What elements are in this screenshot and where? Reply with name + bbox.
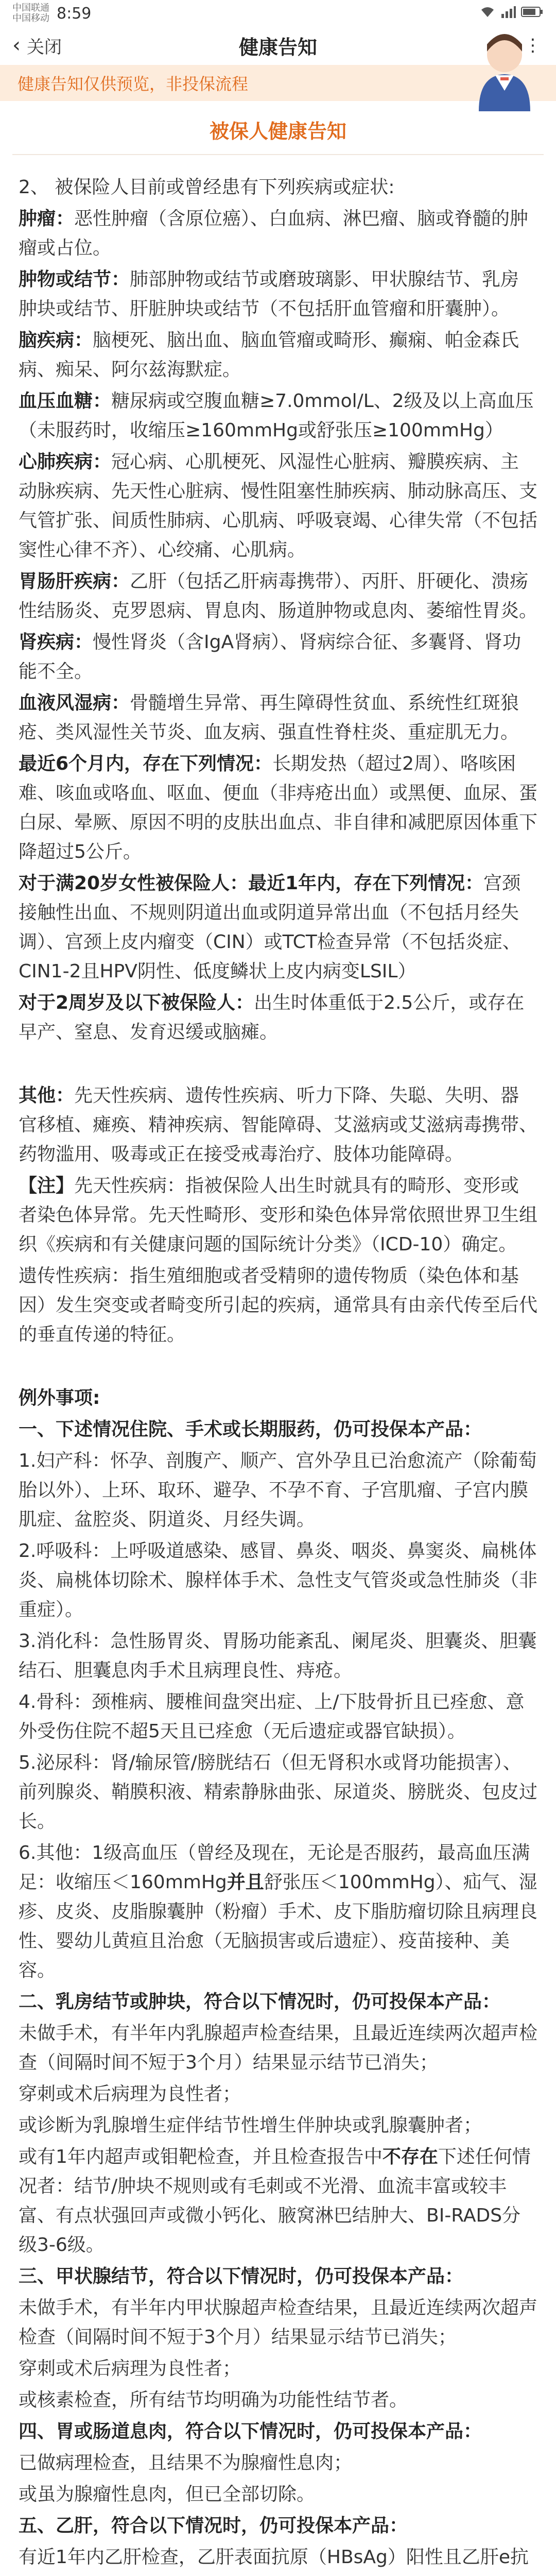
- status-time: 8:59: [57, 4, 92, 23]
- item-heart-lung: [19, 447, 537, 565]
- section-title: 被保人健康告知: [12, 115, 544, 155]
- exception-2-heading: 二、乳房结节或肿块，符合以下情况时，仍可投保本产品：: [19, 1991, 501, 2012]
- item-digestive-label: 胃肠肝疾病：: [19, 571, 130, 592]
- exception-other-text-2: 舒张压＜100mmHg）、疝气、湿疹、皮炎、皮脂腺囊肿（粉瘤）手术、皮下脂肪瘤切除且病理良性、婴幼儿黄疸且治愈（无脑损害或后遗症）、疫苗接种、美容。: [19, 1872, 538, 1981]
- close-button[interactable]: 关闭: [27, 37, 62, 58]
- spacer: [19, 1351, 537, 1383]
- exception-other-emphasis: 并且: [227, 1872, 264, 1893]
- notice-banner-text: 健康告知仅供预览，非投保流程: [18, 74, 249, 94]
- exception-4-heading: 四、胃或肠道息肉，符合以下情况时，仍可投保本产品：: [19, 2421, 482, 2442]
- item-heart-lung-text: 冠心病、心肌梗死、风湿性心脏病、瓣膜疾病、主动脉疾病、先天性心脏病、慢性阻塞性肺疾病、肺动脉高压、支气管扩张、间质性肺病、心肌病、呼吸衰竭、心律失常（不包括窦性心律不齐）、心绞痛、心肌病。: [19, 451, 538, 561]
- item-kidney-text: 慢性肾炎（含IgA肾病）、肾病综合征、多囊肾、肾功能不全。: [19, 632, 522, 682]
- note-congenital-text: 先天性疾病：指被保险人出生时就具有的畸形、变形或者染色体异常。先天性畸形、变形和染色体异常依照世界卫生组织《疾病和有关健康问题的国际统计分类》（ICD-10）确定。: [19, 1175, 538, 1255]
- item-other: [19, 1081, 537, 1169]
- item-brain-text: 脑梗死、脑出血、脑血管瘤或畸形、癫痫、帕金森氏病、痴呆、阿尔兹海默症。: [19, 330, 519, 380]
- carrier-info: [12, 3, 49, 24]
- exception-obstetrics: 1.妇产科：怀孕、剖腹产、顺产、宫外孕且已治愈流产（除葡萄胎以外）、上环、取环、避孕、不孕不育、子宫肌瘤、子宫内膜肌症、盆腔炎、阴道炎、月经失调。: [19, 1450, 537, 1530]
- item-infant-label: 对于2周岁及以下被保险人：: [19, 992, 254, 1013]
- polyp-condition-1: 已做病理检查，且结果不为腺瘤性息肉；: [19, 2452, 353, 2473]
- carrier-line-1: 中国联通: [12, 3, 49, 13]
- status-left: [12, 3, 91, 24]
- customer-service-illustration-icon: [463, 24, 546, 111]
- thyroid-condition-2: 穿刺或术后病理为良性者；: [19, 2358, 241, 2379]
- item-blood-rheum: [19, 688, 537, 747]
- item-recent-6-months-text: 长期发热（超过2周）、咯咳困难、咳血或咯血、呕血、便血（非痔疮出血）或黑便、血尿、蛋白尿、晕厥、原因不明的皮肤出血点、非自律和减肥原因体重下降超过5公斤。: [19, 753, 538, 862]
- polyp-condition-2: 或虽为腺瘤性息肉，但已全部切除。: [19, 2484, 316, 2505]
- hepatitis-condition: 有近1年内乙肝检查，乙肝表面抗原（HBsAg）阳性且乙肝e抗: [19, 2547, 529, 2568]
- thyroid-condition-3: 或核素检查，所有结节均明确为功能性结节者。: [19, 2389, 408, 2411]
- item-blood-rheum-label: 血液风湿病：: [19, 692, 130, 714]
- back-arrow-icon[interactable]: ‹: [12, 33, 21, 57]
- item-brain-label: 脑疾病：: [19, 330, 93, 351]
- status-bar: [0, 0, 556, 27]
- exception-urology: 5.泌尿科：肾/输尿管/膀胱结石（但无肾积水或肾功能损害）、前列腺炎、鞘膜积液、精索静脉曲张、尿道炎、膀胱炎、包皮过长。: [19, 1752, 538, 1832]
- breast-condition-2: 穿刺或术后病理为良性者；: [19, 2083, 241, 2105]
- signal-icon: [500, 6, 516, 21]
- item-tumor-text: 恶性肿瘤（含原位癌）、白血病、淋巴瘤、脑或脊髓的肿瘤或占位。: [19, 208, 529, 259]
- item-infant-text: 出生时体重低于2.5公斤，或存在早产、窒息、发育迟缓或脑瘫。: [19, 992, 525, 1043]
- notice-banner: [0, 65, 556, 101]
- exception-5-heading: 五、乙肝，符合以下情况时，仍可投保本产品：: [19, 2515, 408, 2536]
- exception-3-heading: 三、甲状腺结节，符合以下情况时，仍可投保本产品：: [19, 2266, 464, 2287]
- item-blood-pressure-text: 糖尿病或空腹血糖≥7.0mmol/L、2级及以上高血压（未服药时，收缩压≥160mmHg或舒张压≥100mmHg）: [19, 391, 534, 441]
- item-blood-pressure: [19, 386, 537, 445]
- spacer: [19, 1049, 537, 1081]
- item-female-20: [19, 869, 537, 986]
- exceptions-heading: 例外事项:: [19, 1387, 100, 1409]
- wifi-icon: [480, 6, 495, 21]
- thyroid-condition-1: 未做手术，有半年内甲状腺超声检查结果，且最近连续两次超声检查（间隔时间不短于3个月）结果显示结节已消失；: [19, 2297, 538, 2348]
- breast-condition-4-text-2: 下述任何情况者：结节/肿块不规则或有毛刺或不光滑、血流丰富或较丰富、有点状强回声或微小钙化、腋窝淋巴结肿大、BI-RADS分级3-6级。: [19, 2146, 531, 2256]
- item-female-20-text: 宫颈接触性出血、不规则阴道出血或阴道异常出血（不包括月经失调）、宫颈上皮内瘤变（CIN）或TCT检查异常（不包括炎症、CIN1-2且HPV阴性、低度鳞状上皮内病变LSIL）: [19, 873, 521, 982]
- page-title: 健康告知: [238, 36, 317, 59]
- item-female-20-label: 对于满20岁女性被保险人：最近1年内，存在下列情况：: [19, 873, 484, 894]
- item-nodule-label: 肿物或结节：: [19, 269, 130, 290]
- item-recent-6-months: [19, 749, 537, 867]
- battery-icon: [521, 6, 544, 21]
- item-kidney: [19, 628, 537, 686]
- item-nodule: [19, 265, 537, 324]
- exception-other: [19, 1838, 537, 1985]
- item-infant: [19, 988, 537, 1047]
- health-declaration-content: [0, 155, 556, 2576]
- breast-condition-3: 或诊断为乳腺增生症伴结节性增生伴肿块或乳腺囊肿者；: [19, 2115, 482, 2136]
- item-blood-pressure-label: 血压血糖：: [19, 391, 112, 412]
- nav-back-area: [12, 27, 62, 64]
- item-other-label: 其他：: [19, 1085, 75, 1106]
- status-icons: [480, 6, 544, 21]
- exception-digestive: 3.消化科：急性肠胃炎、胃肠功能紊乱、阑尾炎、胆囊炎、胆囊结石、胆囊息肉手术且病理良性、痔疮。: [19, 1631, 537, 1681]
- question-heading: 2、 被保险人目前或曾经患有下列疾病或症状:: [19, 177, 395, 198]
- item-nodule-text: 肺部肿物或结节或磨玻璃影、甲状腺结节、乳房肿块或结节、肝脏肿块或结节（不包括肝血管瘤和肝囊肿）。: [19, 269, 519, 319]
- more-icon[interactable]: ⋮: [524, 35, 542, 56]
- note-label: 【注】: [19, 1175, 75, 1196]
- item-digestive-text: 乙肝（包括乙肝病毒携带）、丙肝、肝硬化、溃疡性结肠炎、克罗恩病、胃息肉、肠道肿物或息肉、萎缩性胃炎。: [19, 571, 538, 621]
- breast-condition-4-emphasis: 不存在: [382, 2146, 438, 2167]
- item-blood-rheum-text: 骨髓增生异常、再生障碍性贫血、系统性红斑狼疮、类风湿性关节炎、血友病、强直性脊柱炎、重症肌无力。: [19, 692, 519, 743]
- item-heart-lung-label: 心肺疾病：: [19, 451, 112, 472]
- exception-1-heading: 一、下述情况住院、手术或长期服药，仍可投保本产品：: [19, 1419, 482, 1440]
- item-kidney-label: 肾疾病：: [19, 632, 93, 653]
- item-digestive: [19, 567, 537, 625]
- exception-orthopedic: 4.骨科：颈椎病、腰椎间盘突出症、上/下肢骨折且已痊愈、意外受伤住院不超5天且已痊愈（无后遗症或器官缺损）。: [19, 1691, 525, 1742]
- item-tumor-label: 肿瘤：: [19, 208, 75, 229]
- note-congenital: [19, 1171, 537, 1259]
- breast-condition-4-text-1: 或有1年内超声或钼靶检查，并且检查报告中: [19, 2146, 383, 2167]
- breast-condition-4: [19, 2142, 537, 2260]
- exception-other-text-1: 6.其他：1级高血压（曾经及现在，无论是否服药，最高血压满足：收缩压＜160mmHg: [19, 1842, 530, 1893]
- breast-condition-1: 未做手术，有半年内乳腺超声检查结果，且最近连续两次超声检查（间隔时间不短于3个月）结果显示结节已消失；: [19, 2023, 538, 2073]
- item-recent-6-months-label: 最近6个月内，存在下列情况：: [19, 753, 273, 774]
- item-brain: [19, 326, 537, 384]
- note-hereditary: 遗传性疾病：指生殖细胞或者受精卵的遗传物质（染色体和基因）发生突变或者畸变所引起的疾病，通常具有由亲代传至后代的垂直传递的特征。: [19, 1265, 538, 1345]
- exception-respiratory: 2.呼吸科：上呼吸道感染、感冒、鼻炎、咽炎、鼻窦炎、扁桃体炎、扁桃体切除术、腺样体手术、急性支气管炎或急性肺炎（非重症）。: [19, 1540, 538, 1620]
- carrier-line-2: 中国移动: [12, 13, 49, 24]
- item-other-text: 先天性疾病、遗传性疾病、听力下降、失聪、失明、器官移植、瘫痪、精神疾病、智能障碍、艾滋病或艾滋病毒携带、药物滥用、吸毒或正在接受戒毒治疗、肢体功能障碍。: [19, 1085, 538, 1165]
- item-tumor: [19, 204, 537, 263]
